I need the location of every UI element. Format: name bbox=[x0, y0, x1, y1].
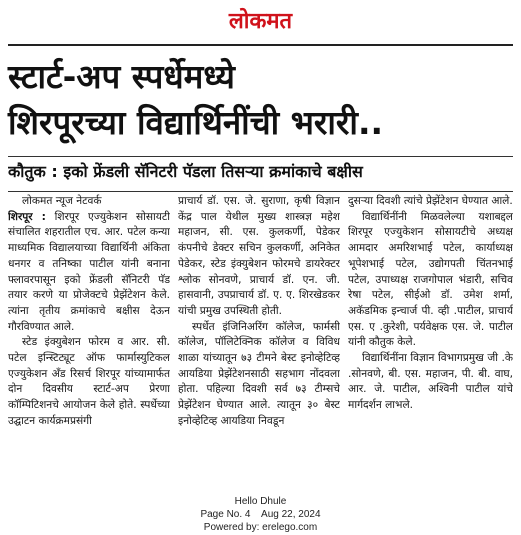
lokmat-logo: लोकमत bbox=[228, 8, 293, 34]
dateline: शिरपूर : bbox=[8, 210, 46, 223]
masthead-rule bbox=[8, 44, 513, 46]
clip-fade bbox=[8, 484, 513, 494]
paragraph: विद्यार्थिनींनी मिळवलेल्या यशाबद्दल शिरपूर एज्युकेशन सोसायटीचे अध्यक्ष आमदार अमरिशभाई पटेल, कार्याध्यक्ष भूपेशभाई पटेल, उद्योगपती चिंतनभाई पटेल, उपाध्यक्ष राजगोपाल भंडारी, सचिव रेषा पटेल, सीईओ डॉ. उमेश शर्मा, अकॅडमिक इन्चार्ज पी. व्ही .पाटील, प्राचार्य एस. ए .कुरेशी, पर्यवेक्षक एस. जे. पाटील यांनी कौतुक केले. bbox=[348, 210, 513, 349]
paragraph: प्राचार्य डॉ. एस. जे. सुराणा, कृषी विज्ञान केंद्र पाल येथील मुख्य शास्त्रज्ञ महेश महाजन, सी. एस. कुलकर्णी, पेडेकर कंपनीचे डेक्टर सचिन कुलकर्णी, अनिकेत पेडेकर, स्टेड इंक्युबेशन फोरमचे डायरेक्टर श्लोक सोनवणे, प्राचार्य डॉ. एन. जी. हासवानी, उपप्राचार्य डॉ. ए. ए. शिरखेडकर यांची प्रमुख उपस्थिती होती. bbox=[178, 195, 340, 317]
paragraph bbox=[8, 210, 170, 336]
column-1 bbox=[8, 194, 170, 494]
paragraph: दुसऱ्या दिवशी त्यांचे प्रेझेंटेशन घेण्यात आले. bbox=[348, 195, 513, 207]
paragraph: विद्यार्थिनींना विज्ञान विभागप्रमुख जी .के .सोनवणे, बी. एस. महाजन, पी. बी. वाघ, आर. जे. पाटील, अश्विनी पाटील यांचे मार्गदर्शन लाभले. bbox=[348, 352, 513, 412]
subhead-keyword: कौतुक : bbox=[8, 162, 58, 181]
paragraph: स्टेड इंक्युबेशन फोरम व आर. सी. पटेल इन्स्टिट्यूट ऑफ फार्मास्युटिकल एज्युकेशन अँड रिसर्च शिरपूर यांच्यामार्फत दोन दिवसीय स्टार्ट-अप प्रेरणा कॉम्पिटिशनचे आयोजन केले होते. स्पर्धेच्या उद्घाटन कार्यक्रमप्रसंगी bbox=[8, 336, 170, 427]
masthead bbox=[0, 4, 521, 40]
headline-line-2: शिरपूरच्या विद्यार्थिनींची भरारी.. bbox=[8, 103, 384, 142]
page-footer bbox=[0, 495, 521, 534]
article-headline bbox=[8, 54, 513, 146]
paragraph: स्पर्धेत इंजिनिअरिंग कॉलेज, फार्मसी कॉलेज, पॉलिटेक्निक कॉलेज व विविध शाळा यांच्यातून ७३ टीमने बेस्ट इनोव्हेटिव्ह आयडिया प्रेझेंटेशनसाठी सहभाग नोंदवला होता. पहिल्या दिवशी सर्व ७३ टीम्सचे प्रेझेंटेशन घेण्यात आले. त्यातून ३० बेस्ट इनोव्हेटिव्ह आयडिया निवडून bbox=[178, 320, 340, 427]
paragraph-text: शिरपूर एज्युकेशन सोसायटी संचालित शहरातील एच. आर. पटेल कन्या माध्यमिक विद्यालयाच्या विद्यार्थिनी अंकिता धनगर व तनिष्का पाटील यांनी बनाना फ्लावरपासून इको फ्रेंडली सॅनिटरी पॅड तयार करणे या प्रोजेक्टचे प्रेझेंटेशन केले. त्यांना तृतीय क्रमांकाचे बक्षीस देऊन गौरविण्यात आले. bbox=[8, 210, 170, 333]
byline: लोकमत न्यूज नेटवर्क bbox=[22, 195, 102, 207]
article-body bbox=[8, 194, 513, 494]
powered-by: Powered by: erelego.com bbox=[203, 522, 318, 533]
headline-line-1: स्टार्ट-अप स्पर्धेमध्ये bbox=[8, 57, 235, 96]
column-2 bbox=[178, 194, 340, 494]
page-info: Page No. 4 Aug 22, 2024 bbox=[200, 509, 321, 520]
column-3 bbox=[348, 194, 513, 494]
article-subhead bbox=[8, 157, 513, 187]
edition-name: Hello Dhule bbox=[234, 496, 287, 507]
subhead-text: इको फ्रेंडली सॅनिटरी पॅडला तिसऱ्या क्रमांकाचे बक्षीस bbox=[63, 162, 363, 181]
